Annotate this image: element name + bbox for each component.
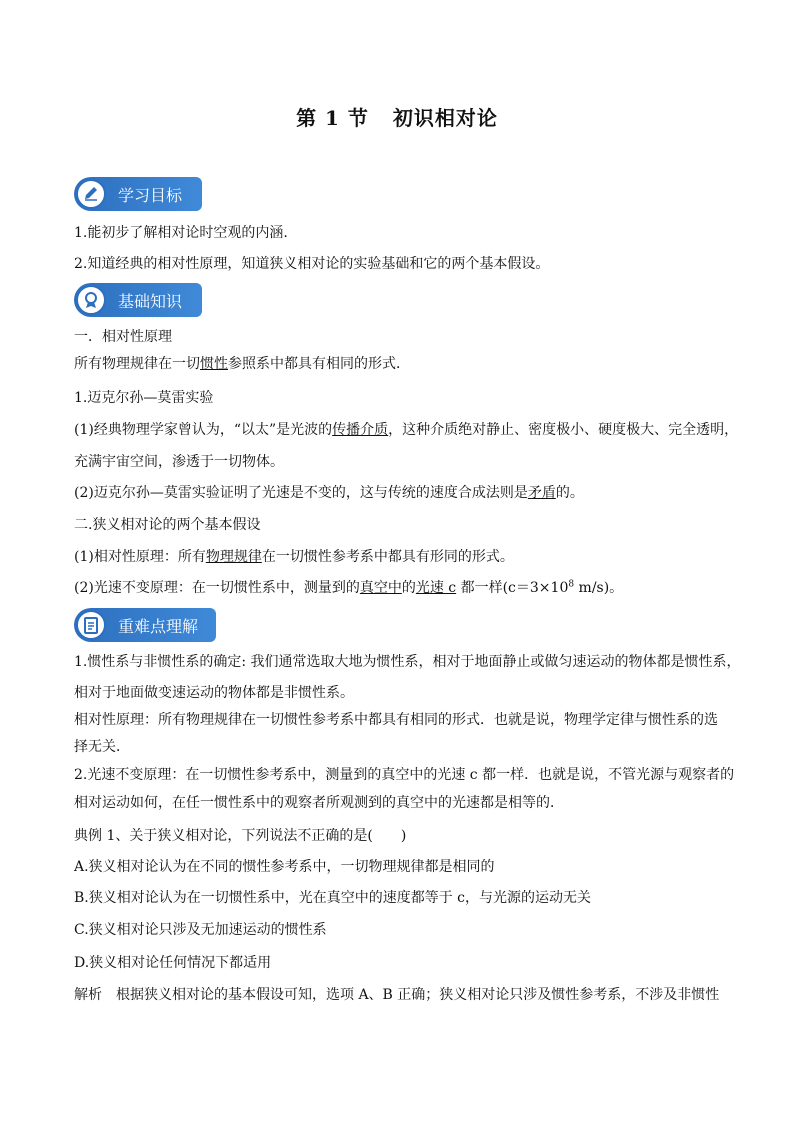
checklist-clipboard-icon [76,610,106,640]
section-number: 第 1 节 [296,106,369,130]
key-line-4: 择无关． [74,739,130,755]
goal-item-1: 1.能初步了解相对论时空观的内涵. [74,225,288,241]
key-points-section-badge [74,608,216,642]
basics-paragraph-1: 所有物理规律在一切惯性参照系中都具有相同的形式． [74,356,410,372]
key-line-1: 1.惯性系与非惯性系的确定: 我们通常选取大地为惯性系，相对于地面静止或做匀速运动的物体都是惯性系， [74,654,741,670]
option-c: C.狭义相对论只涉及无加速运动的惯性系 [74,922,327,938]
key-line-6: 相对运动如何，在任一惯性系中的观察者所观测到的真空中的光速都是相等的． [74,795,564,811]
basics-heading-1: 一．相对性原理 [74,329,172,345]
key-line-3: 相对性原理：所有物理规律在一切惯性参考系中都具有相同的形式．也就是说，物理学定律与惯性系的选 [74,712,718,728]
basics-section-label: 基础知识 [118,291,183,311]
section-name: 初识相对论 [392,106,498,130]
goal-item-2: 2.知道经典的相对性原理，知道狭义相对论的实验基础和它的两个基本假设。 [74,256,550,272]
pencil-icon [76,179,106,209]
option-b: B.狭义相对论认为在一切惯性系中，光在真空中的速度都等于 c，与光源的运动无关 [74,890,592,906]
example-question: 典例 1、关于狭义相对论，下列说法不正确的是( ) [74,828,407,844]
award-ribbon-icon [76,285,106,315]
page-title [0,102,794,131]
goals-section-label: 学习目标 [118,185,183,205]
option-d: D.狭义相对论任何情况下都适用 [74,955,272,971]
basics-paragraph-4: (1)相对性原理：所有物理规律在一切惯性参考系中都具有形同的形式。 [74,549,514,565]
solution-text: 解析 根据狭义相对论的基本假设可知，选项 A、B 正确；狭义相对论只涉及惯性参考系，不涉及非惯性 [74,987,720,1003]
option-a: A.狭义相对论认为在不同的惯性参考系中，一切物理规律都是相同的 [74,859,495,875]
key-line-2: 相对于地面做变速运动的物体都是非惯性系。 [74,685,354,701]
goals-section-badge [74,177,202,211]
basics-paragraph-5: (2)光速不变原理：在一切惯性系中，测量到的真空中的光速 c 都一样($c=3\times 10^8$ m/s)。 [74,579,624,596]
basics-section-badge [74,283,202,317]
key-points-section-label: 重难点理解 [118,616,199,636]
key-line-5: 2.光速不变原理：在一切惯性参考系中，测量到的真空中的光速 c 都一样．也就是说，不管光源与观察者的 [74,767,735,783]
basics-paragraph-2-cont: 充满宇宙空间，渗透于一切物体。 [74,454,284,470]
basics-paragraph-2: (1)经典物理学家曾认为，“以太”是光波的传播介质，这种介质绝对静止、密度极小、硬度极大、完全透明， [74,422,739,438]
basics-heading-2: 1.迈克尔孙—莫雷实验 [74,390,214,406]
basics-paragraph-3: (2)迈克尔孙—莫雷实验证明了光速是不变的，这与传统的速度合成法则是矛盾的。 [74,485,584,501]
basics-heading-3: 二.狭义相对论的两个基本假设 [74,517,261,533]
